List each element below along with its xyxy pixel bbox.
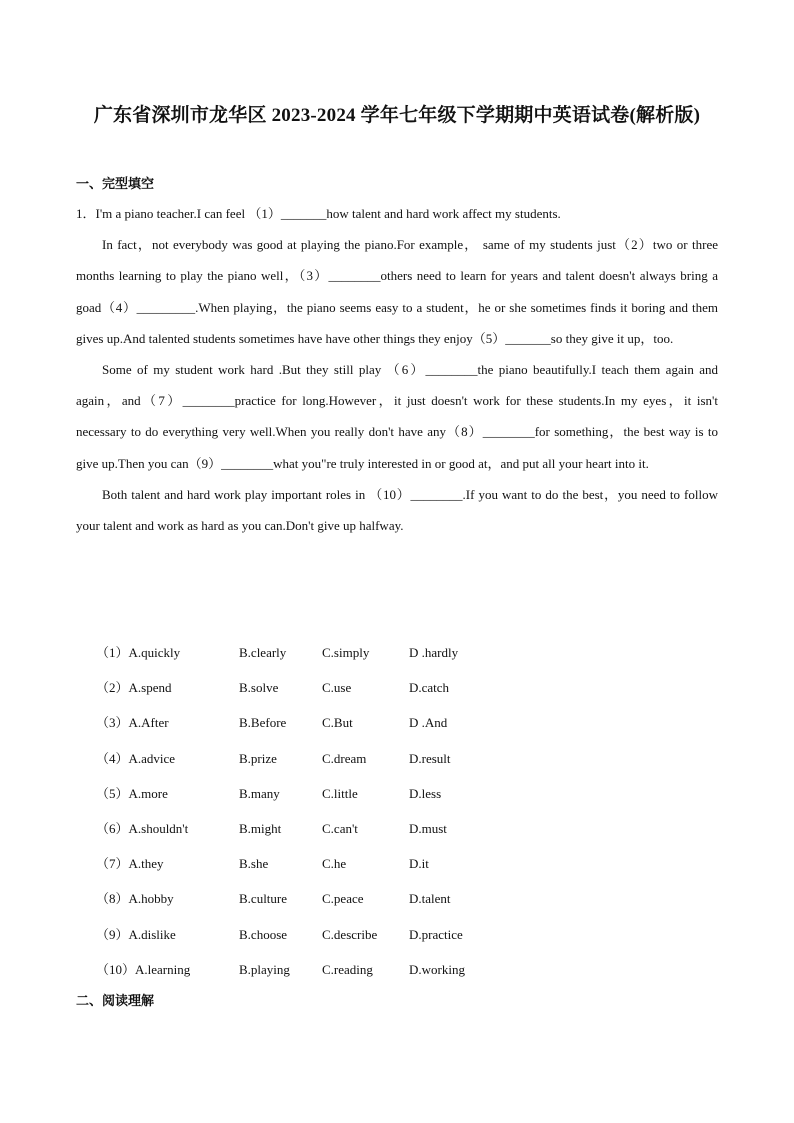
option-d: D.catch xyxy=(409,680,450,696)
options-row xyxy=(96,958,516,993)
options-row xyxy=(96,747,516,782)
options-row xyxy=(96,782,516,817)
passage-paragraph: Both talent and hard work play important roles in （10）________.If you want to do the best，you need to follow your talent and work as hard as you can.Don't give up halfway. xyxy=(76,486,718,534)
cloze-passage xyxy=(76,198,718,541)
document-title: 广东省深圳市龙华区 2023-2024 学年七年级下学期期中英语试卷(解析版) xyxy=(93,105,701,126)
option-a: （1）A.quickly xyxy=(96,645,181,660)
option-b: B.prize xyxy=(239,750,277,766)
option-c: C.use xyxy=(322,680,352,696)
options-row xyxy=(96,676,516,711)
option-c: C.simply xyxy=(322,645,370,660)
option-a: （4）A.advice xyxy=(96,750,176,766)
option-d: D.it xyxy=(409,856,429,872)
option-d: D.talent xyxy=(409,891,451,907)
option-d: D .hardly xyxy=(409,645,459,660)
options-row xyxy=(96,923,516,958)
option-a: （9）A.dislike xyxy=(96,926,176,942)
option-b: B.many xyxy=(239,785,280,801)
option-a: （5）A.more xyxy=(96,785,168,801)
options-row xyxy=(96,887,516,922)
section-heading-reading: 二、阅读理解 xyxy=(76,993,155,1008)
option-b: B.culture xyxy=(239,891,288,907)
option-a: （3）A.After xyxy=(96,715,169,731)
option-b: B.clearly xyxy=(239,645,287,660)
options-row xyxy=(96,711,516,746)
option-a: （2）A.spend xyxy=(96,680,172,696)
option-d: D.result xyxy=(409,750,451,766)
option-b: B.might xyxy=(239,820,282,836)
passage-paragraph: Some of my student work hard .But they still play （6）________the piano beautifully.I teach them again and again，and（7）________practice for long.However，it just doesn't work for these students.In my eyes，it isn't necessary to do everything very well.When you really don't have any（8）________for something，the best way is to give up.Then you can（9）________what you"re truly interested in or good at，and put all your heart into it. xyxy=(76,362,718,471)
answer-options-table xyxy=(96,641,516,993)
option-d: D.less xyxy=(409,785,442,801)
option-c: C.he xyxy=(322,856,347,872)
option-b: B.she xyxy=(239,856,269,872)
passage-paragraph: 1．I'm a piano teacher.I can feel （1）_______how talent and hard work affect my students. xyxy=(76,206,561,221)
option-d: D.working xyxy=(409,961,465,977)
options-row xyxy=(96,641,516,676)
option-c: C.describe xyxy=(322,926,378,942)
options-row xyxy=(96,817,516,852)
option-a: （6）A.shouldn't xyxy=(96,820,189,836)
section-heading-cloze: 一、完型填空 xyxy=(76,176,155,191)
option-c: C.peace xyxy=(322,891,364,907)
option-c: C.can't xyxy=(322,820,358,836)
option-c: C.dream xyxy=(322,750,367,766)
option-a: （8）A.hobby xyxy=(96,891,174,907)
option-b: B.solve xyxy=(239,680,279,696)
option-c: C.But xyxy=(322,715,353,731)
option-d: D.must xyxy=(409,820,447,836)
option-c: C.little xyxy=(322,785,358,801)
passage-paragraph: In fact，not everybody was good at playing the piano.For example， same of my students just（2）two or three months learning to play the piano well，（3）________others need to learn for years and talent doesn't always bring a goad（4）_________.When playing，the piano seems easy to a student，he or she sometimes finds it boring and them gives up.And talented students sometimes have have other things they enjoy（5）_______so they give it up，too. xyxy=(76,237,718,346)
option-b: B.choose xyxy=(239,926,288,942)
option-b: B.playing xyxy=(239,961,290,977)
option-a: （10）A.learning xyxy=(96,961,191,977)
option-b: B.Before xyxy=(239,715,287,731)
option-c: C.reading xyxy=(322,961,373,977)
option-d: D .And xyxy=(409,715,448,731)
option-a: （7）A.they xyxy=(96,856,164,872)
options-row xyxy=(96,852,516,887)
option-d: D.practice xyxy=(409,926,463,942)
